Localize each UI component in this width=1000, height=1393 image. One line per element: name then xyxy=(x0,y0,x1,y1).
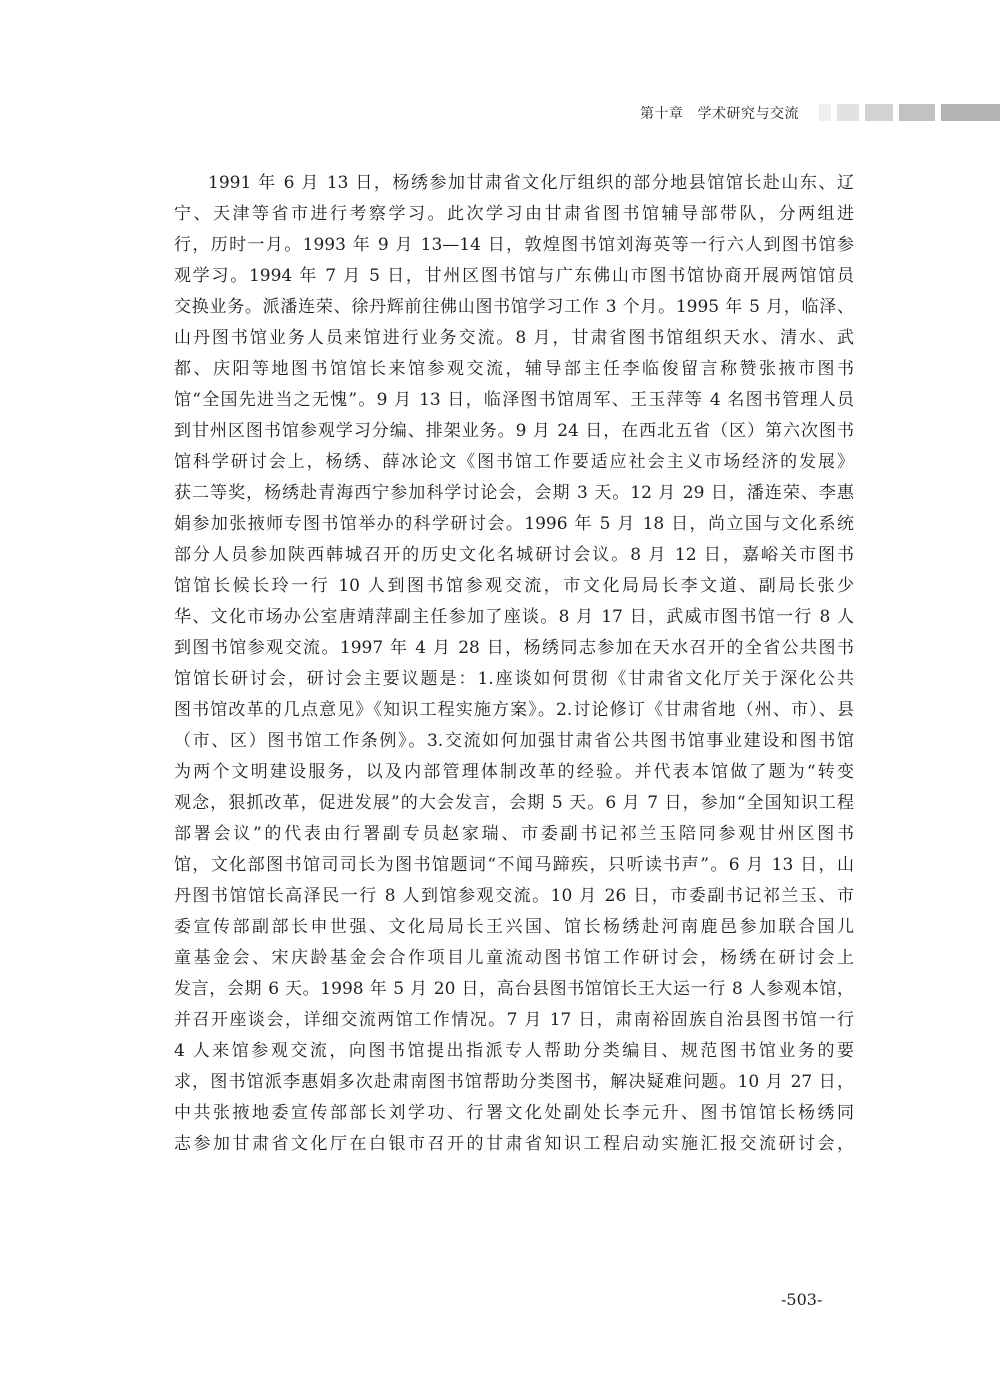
text-line: 发言，会期 6 天。1998 年 5 月 20 日，高台县图书馆馆长王大运一行 8 人参观本馆， xyxy=(174,979,854,999)
text-line: 图书馆改革的几点意见》《知识工程实施方案》。2.讨论修订《甘肃省地（州、市）、县 xyxy=(174,700,854,720)
chapter-title: 学术研究与交流 xyxy=(697,106,799,122)
text-line: 志参加甘肃省文化厅在白银市召开的甘肃省知识工程启动实施汇报交流研讨会， xyxy=(174,1134,854,1154)
text-line: 部署会议”的代表由行署副专员赵家瑞、市委副书记祁兰玉陪同参观甘州区图书 xyxy=(174,824,854,844)
text-line: 华、文化市场办公室唐靖萍副主任参加了座谈。8 月 17 日，武威市图书馆一行 8 人 xyxy=(174,607,854,627)
header-bar xyxy=(865,104,893,121)
text-line: 观学习。1994 年 7 月 5 日，甘州区图书馆与广东佛山市图书馆协商开展两馆馆员 xyxy=(174,266,854,286)
text-line: 宁、天津等省市进行考察学习。此次学习由甘肃省图书馆辅导部带队，分两组进 xyxy=(174,204,854,224)
text-line: 1991 年 6 月 13 日，杨绣参加甘肃省文化厅组织的部分地县馆馆长赴山东、辽 xyxy=(208,173,854,193)
header-bar xyxy=(837,104,859,121)
text-line: 委宣传部副部长申世强、文化局局长王兴国、馆长杨绣赴河南鹿邑参加联合国儿 xyxy=(174,917,854,937)
text-line: 并召开座谈会，详细交流两馆工作情况。7 月 17 日，肃南裕固族自治县图书馆一行 xyxy=(174,1010,854,1030)
text-line: 求，图书馆派李惠娟多次赴肃南图书馆帮助分类图书，解决疑难问题。10 月 27 日， xyxy=(174,1072,854,1092)
text-line: 到甘州区图书馆参观学习分编、排架业务。9 月 24 日，在西北五省（区）第六次图书 xyxy=(174,421,854,441)
text-line: 馆馆长候长玲一行 10 人到图书馆参观交流，市文化局局长李文道、副局长张少 xyxy=(174,576,854,596)
text-line: 馆“全国先进当之无愧”。9 月 13 日，临泽图书馆周军、王玉萍等 4 名图书管理人员 xyxy=(174,390,854,410)
text-line: 馆，文化部图书馆司司长为图书馆题词“不闻马蹄疾，只听读书声”。6 月 13 日，山 xyxy=(174,855,854,875)
text-line: 山丹图书馆业务人员来馆进行业务交流。8 月，甘肃省图书馆组织天水、清水、武 xyxy=(174,328,854,348)
text-line: 4 人来馆参观交流，向图书馆提出指派专人帮助分类编目、规范图书馆业务的要 xyxy=(174,1041,854,1061)
text-line: 丹图书馆馆长高泽民一行 8 人到馆参观交流。10 月 26 日，市委副书记祁兰玉、市 xyxy=(174,886,854,906)
text-line: 中共张掖地委宣传部部长刘学功、行署文化处副处长李元升、图书馆馆长杨绣同 xyxy=(174,1103,854,1123)
text-line: 童基金会、宋庆龄基金会合作项目儿童流动图书馆工作研讨会，杨绣在研讨会上 xyxy=(174,948,854,968)
header-bar xyxy=(819,104,831,121)
text-line: 为两个文明建设服务，以及内部管理体制改革的经验。并代表本馆做了题为“转变 xyxy=(174,762,854,782)
text-line: 都、庆阳等地图书馆馆长来馆参观交流，辅导部主任李临俊留言称赞张掖市图书 xyxy=(174,359,854,379)
text-line: （市、区）图书馆工作条例》。3.交流如何加强甘肃省公共图书馆事业建设和图书馆 xyxy=(174,731,854,751)
text-line: 馆馆长研讨会，研讨会主要议题是：1.座谈如何贯彻《甘肃省文化厅关于深化公共 xyxy=(174,669,854,689)
running-header xyxy=(640,103,799,123)
chapter-label: 第十章 xyxy=(640,106,684,122)
text-line: 娟参加张掖师专图书馆举办的科学研讨会。1996 年 5 月 18 日，尚立国与文化系统 xyxy=(174,514,854,534)
header-bar xyxy=(941,104,1000,121)
text-line: 交换业务。派潘连荣、徐丹辉前往佛山图书馆学习工作 3 个月。1995 年 5 月，临泽、 xyxy=(174,297,854,317)
page-number: -503- xyxy=(781,1290,823,1309)
text-line: 部分人员参加陕西韩城召开的历史文化名城研讨会议。8 月 12 日，嘉峪关市图书 xyxy=(174,545,854,565)
body-paragraph xyxy=(174,168,854,1160)
text-line: 获二等奖，杨绣赴青海西宁参加科学讨论会，会期 3 天。12 月 29 日，潘连荣、李惠 xyxy=(174,483,854,503)
text-line: 观念，狠抓改革，促进发展”的大会发言，会期 5 天。6 月 7 日，参加“全国知识工程 xyxy=(174,793,854,813)
text-line: 馆科学研讨会上，杨绣、薛冰论文《图书馆工作要适应社会主义市场经济的发展》 xyxy=(174,452,854,472)
text-line: 到图书馆参观交流。1997 年 4 月 28 日，杨绣同志参加在天水召开的全省公共图书 xyxy=(174,638,854,658)
text-line: 行，历时一月。1993 年 9 月 13—14 日，敦煌图书馆刘海英等一行六人到图书馆参 xyxy=(174,235,854,255)
header-bar xyxy=(899,104,935,121)
